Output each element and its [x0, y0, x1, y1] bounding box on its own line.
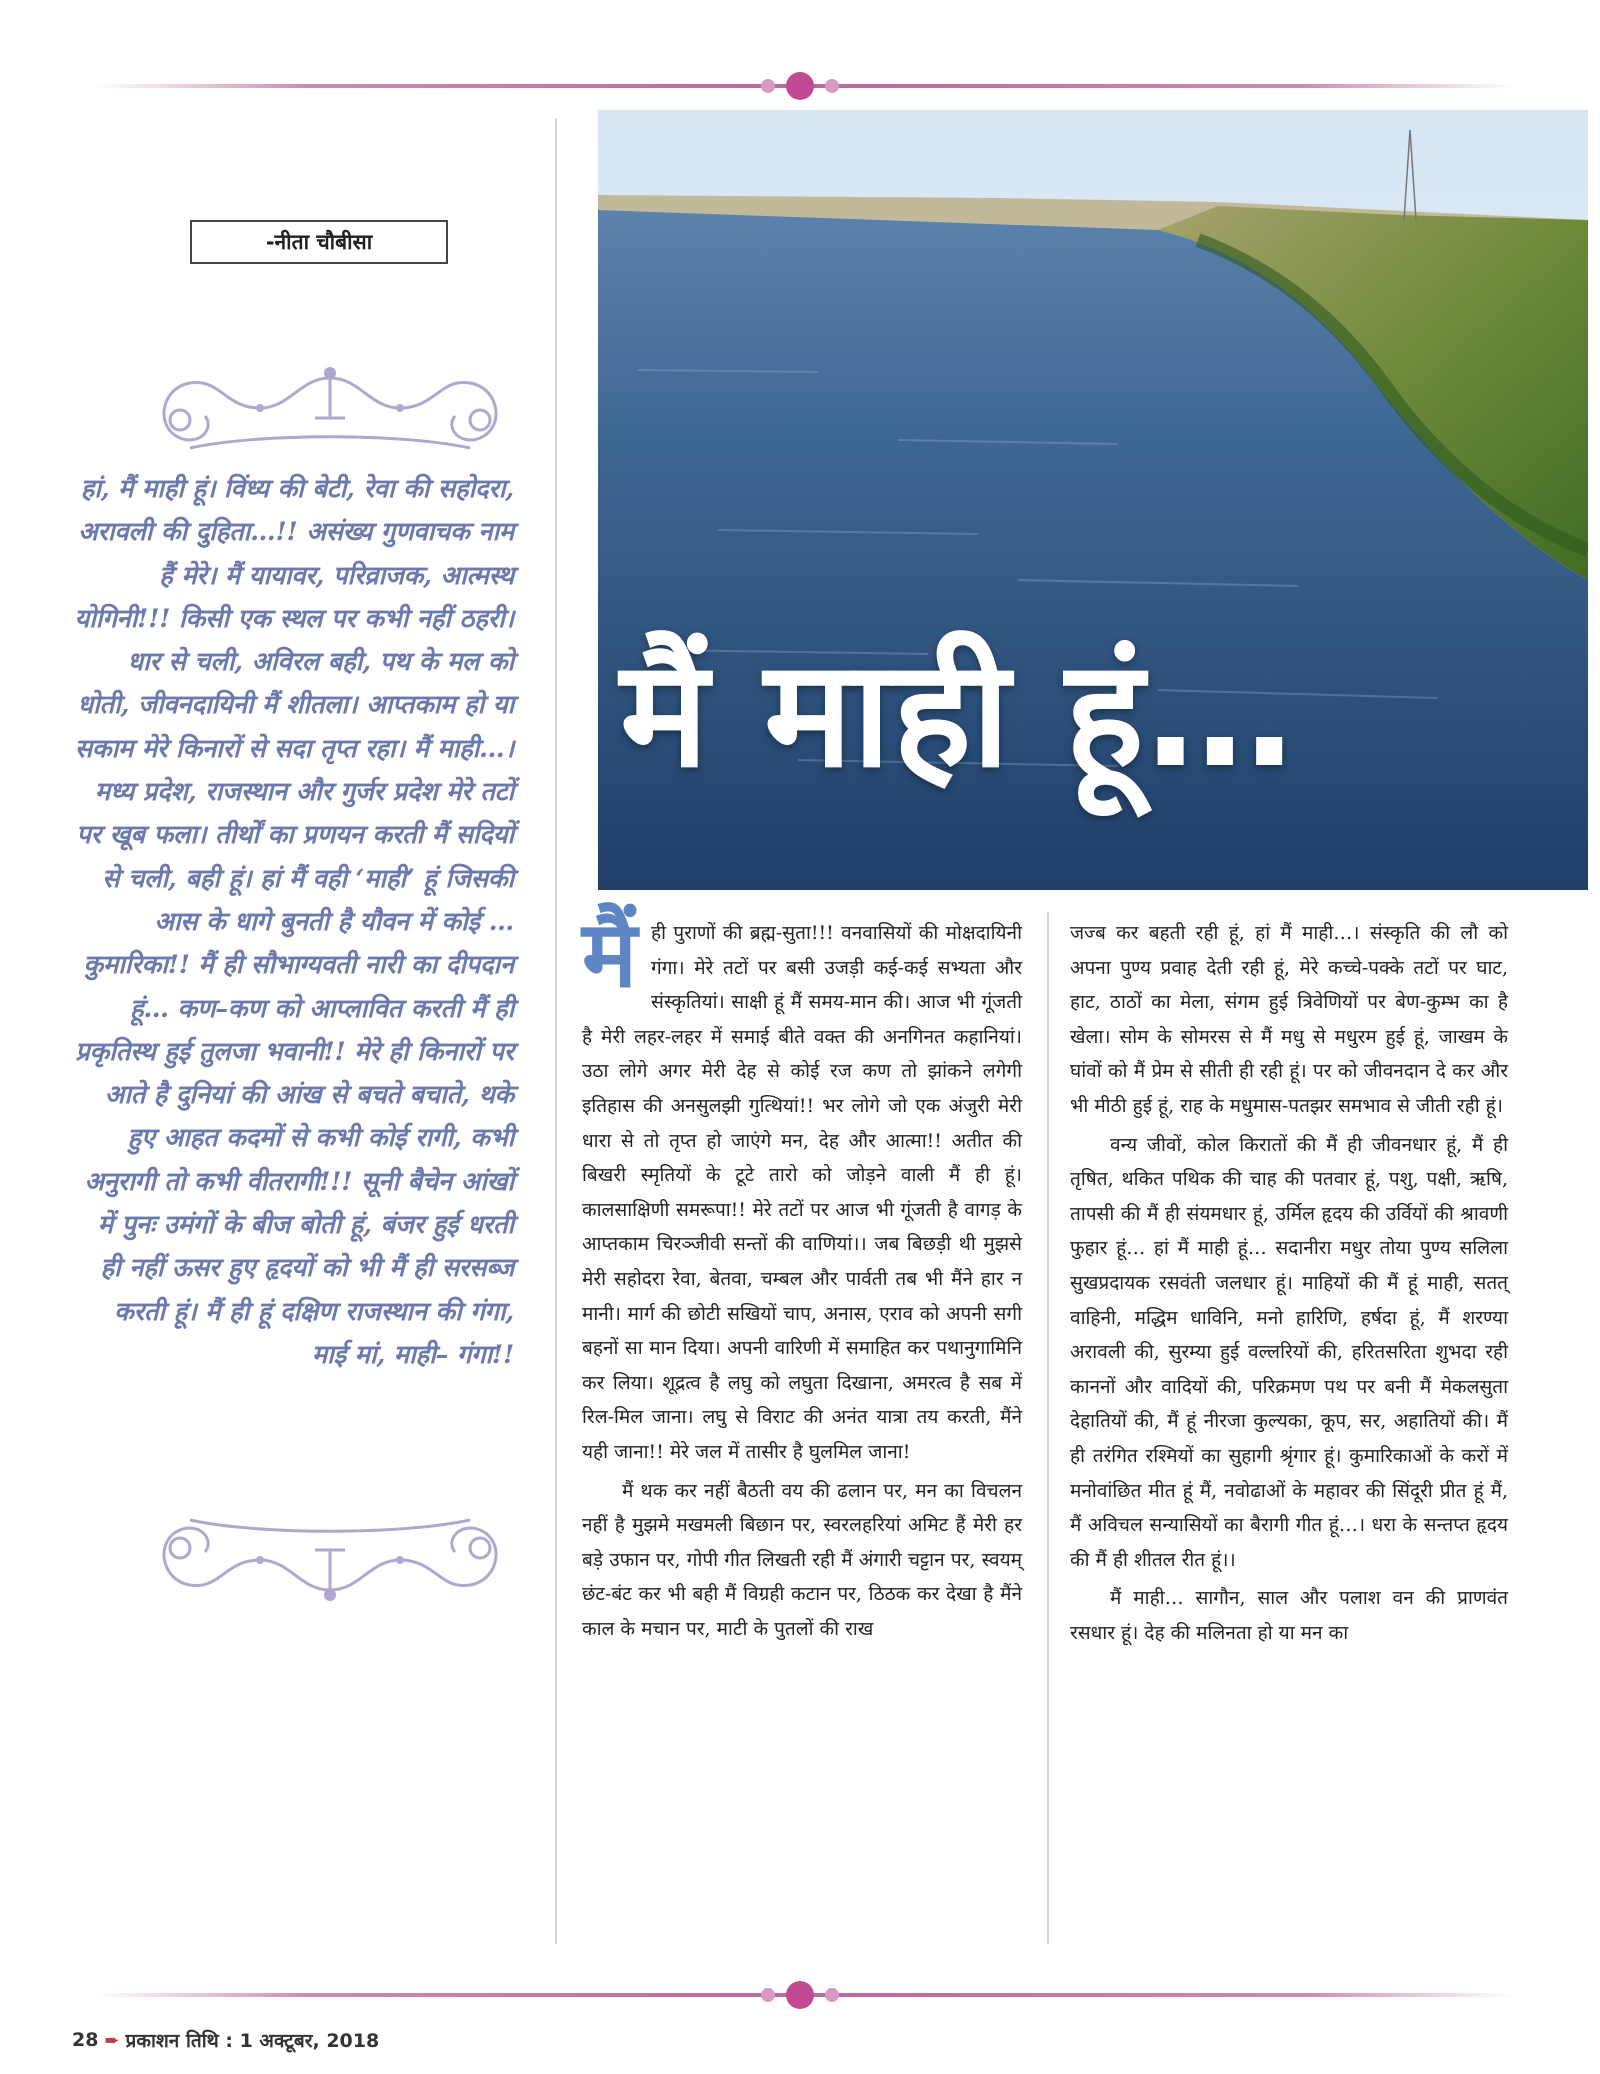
col1-paragraph-1-text: ही पुराणों की ब्रह्म-सुता!!! वनवासियों की मोक्षदायिनी गंगा। मेरे तटों पर बसी उजड़ी कई-कई सभ्यता और संस्कृतियां। साक्षी हूं मैं समय-मान की। आज भी गूंजती है मेरी लहर-लहर में समाई बीते वक्त की अनगिनत कहानियां। उठा लोगे अगर मेरी देह से कोई रज कण तो झांकने लगेगी इतिहास की अनसुलझी गुत्थियां!! भर लोगे जो एक अंजुरी मेरी धारा से तो तृप्त हो जाएंगे मन, देह और आत्मा!! अतीत की बिखरी स्मृतियों के टूटे तारो को जोड़ने वाली मैं ही हूं। कालसाक्षिणी समरूपा!! मेरे तटों पर आज भी गूंजती है वागड़ के आप्तकाम चिरञ्जीवी सन्तों की वाणियां।। जब बिछड़ी थी मुझसे मेरी सहोदरा रेवा, बेतवा, चम्बल और पार्वती तब भी मैंने हार न मानी। मार्ग की छोटी सखियों चाप, अनास, एराव को अपनी सगी बहनों सा मान दिया। अपनी वारिणी में समाहित कर पथानुगामिनि कर लिया। शूद्रत्व है लघु को लघुता दिखाना, अमरत्व है सब में रिल-मिल जाना। लघु से विराट की अनंत यात्रा तय करती, मैंने यही जाना!! मेरे जल में तासीर है घुलमिल जाना! [582, 922, 1022, 1463]
bottom-dot-ornament [745, 1975, 855, 2015]
scroll-ornament-top [120, 358, 540, 468]
article-title: मैं माही हूं… [620, 628, 1296, 800]
col2-paragraph-1: जज्ब कर बहती रही हूं, हां मैं माही…। संस्कृति की लौ को अपना पुण्य प्रवाह देती रही हूं, मेरे कच्चे-पक्के तटों पर घाट, हाट, ठाठों का मेला, संगम हुई त्रिवेणियों पर बेण-कुम्भ का है खेला। सोम के सोमरस से मैं मधु से मधुरम हुई हूं, जाखम के घांवों को मैं प्रेम से सीती ही रही हूं। पर को जीवनदान दे कर और भी मीठी हुई हूं, राह के मधुमास-पतझर समभाव से जीती रही हूं। [1070, 922, 1508, 1117]
arrow-icon: ➨ [104, 2029, 120, 2051]
body-column-1 [582, 901, 1022, 1646]
col2-paragraph-2: वन्य जीवों, कोल किरातों की मैं ही जीवनधार हूं, मैं ही तृषित, थकित पथिक की चाह की पतवार हूं, पशु, पक्षी, ऋषि, तापसी की मैं ही संयमधार हूं, उर्मिल हृदय की उर्वियों की श्रावणी फुहार हूं… हां मैं माही हूं… सदानीरा मधुर तोया पुण्य सलिला सुखप्रदायक रसवंती जलधार हूं। माहियों की मैं हूं माही, सतत् वाहिनी, मद्धिम धाविनि, मनो हारिणि, हर्षदा हूं, मैं शरण्या अरावली की, सुरम्या हुई वल्लरियों की, हरितसरिता शुभदा रही काननों और वादियों की, परिक्रमण पथ पर बनी मैं मेकलसुता देहातियों की, मैं हूं नीरजा कुल्यका, कूप, सर, अहातियों की। मैं ही तरंगित रश्मियों का सुहागी श्रृंगार हूं। कुमारिकाओं के करों में मनोवांछित मीत हूं मैं, नवोढाओं के महावर की सिंदूरी प्रीत हूं मैं, मैं अविचल सन्यासियों का बैरागी गीत हूं…। धरा के सन्तप्त हृदय की मैं ही शीतल रीत हूं।। [1070, 1133, 1508, 1571]
publication-date: प्रकाशन तिथि : 1 अक्टूबर, 2018 [125, 2030, 380, 2052]
top-dot-ornament [745, 66, 855, 106]
column-divider-left [555, 118, 557, 1944]
col2-paragraph-3: मैं माही… सागौन, साल और पलाश वन की प्राणवंत रसधार हूं। देह की मलिनता हो या मन का [1070, 1587, 1508, 1644]
page-number: 28 [72, 2029, 99, 2051]
column-divider-middle [1047, 912, 1049, 1944]
page-footer [72, 2027, 379, 2053]
drop-cap: मैं [582, 901, 638, 1008]
col1-paragraph-2: मैं थक कर नहीं बैठती वय की ढलान पर, मन का विचलन नहीं है मुझमे मखमली बिछान पर, स्वरलहरियां अमिट हैं मेरी हर बड़े उफान पर, गोपी गीत लिखती रही मैं अंगारी चट्टान पर, स्वयम् छंट-बंट कर भी बही मैं विग्रही कटान पर, ठिठक कर देखा है मैंने काल के मचान पर, माटी के पुतलों की राख [582, 1479, 1022, 1640]
body-column-2 [1070, 916, 1508, 1650]
scroll-ornament-bottom [120, 1500, 540, 1610]
author-byline: -नीता चौबीसा [190, 220, 448, 264]
pull-quote: हां, मैं माही हूं। विंध्य की बेटी, रेवा की सहोदरा, अरावली की दुहिता…!! असंख्य गुणवाचक नाम हैं मेरे। मैं यायावर, परिव्राजक, आत्मस्थ योगिनी!!! किसी एक स्थल पर कभी नहीं ठहरी। धार से चली, अविरल बही, पथ के मल को धोती, जीवनदायिनी मैं शीतला। आप्तकाम हो या सकाम मेरे किनारों से सदा तृप्त रहा। मैं माही…। मध्य प्रदेश, राजस्थान और गुर्जर प्रदेश मेरे तटों पर खूब फला। तीर्थों का प्रणयन करती मैं सदियों से चली, बही हूं। हां मैं वही ‘माही’ हूं जिसकी आस के धागे बुनती है यौवन में कोई …कुमारिका!! मैं ही सौभाग्यवती नारी का दीपदान हूं… कण–कण को आप्लावित करती मैं ही प्रकृतिस्थ हुई तुलजा भवानी!! मेरे ही किनारों पर आते है दुनियां की आंख से बचते बचाते, थके हुए आहत कदमों से कभी कोई रागी, कभी अनुरागी तो कभी वीतरागी!!! सूनी बैचेन आंखों में पुनः उमंगों के बीज बोती हूं, बंजर हुई धरती ही नहीं ऊसर हुए हृदयों को भी मैं ही सरसब्ज करती हूं। मैं ही हूं दक्षिण राजस्थान की गंगा, माई मां, माही– गंगा!! [74, 474, 514, 1370]
col1-paragraph-1 [582, 901, 1022, 1470]
